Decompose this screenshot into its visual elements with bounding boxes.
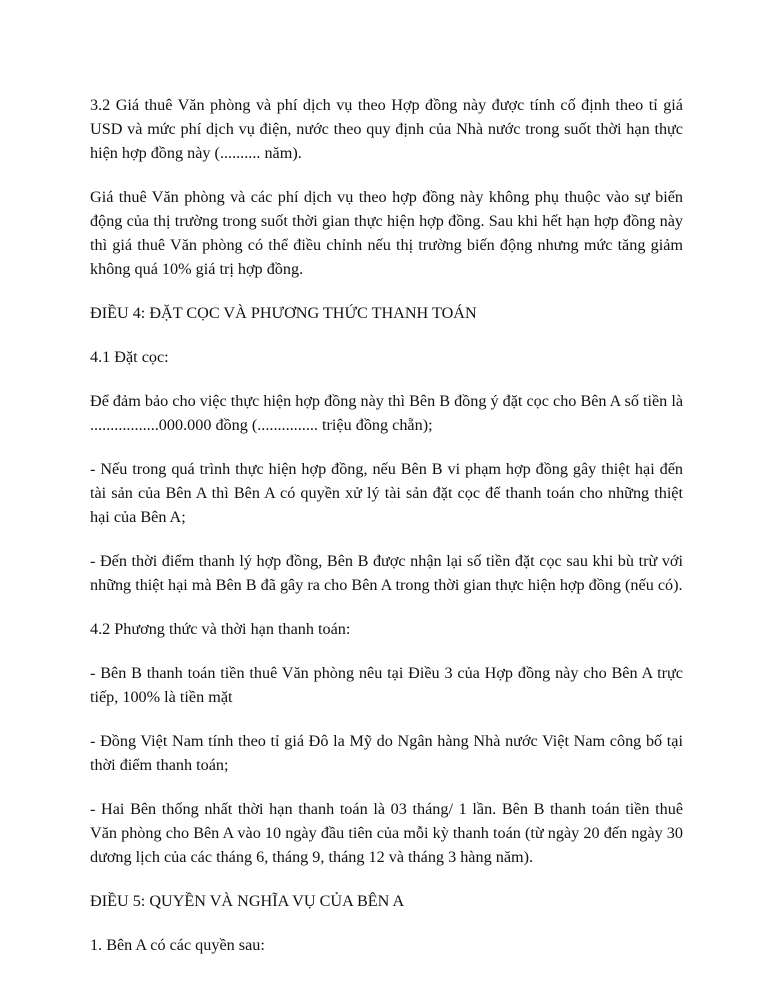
clause-3-2-paragraph: 3.2 Giá thuê Văn phòng và phí dịch vụ theo Hợp đồng này được tính cố định theo tỉ giá USD và mức phí dịch vụ điện, nước theo quy định của Nhà nước trong suốt thời hạn thực hiện hợp đồng này (.......... năm).: [90, 96, 683, 162]
article-4-heading: ĐIỀU 4: ĐẶT CỌC VÀ PHƯƠNG THỨC THANH TOÁN: [90, 304, 477, 322]
price-stability-paragraph: Giá thuê Văn phòng và các phí dịch vụ theo hợp đồng này không phụ thuộc vào sự biến động của thị trường trong suốt thời gian thực hiện hợp đồng. Sau khi hết hạn hợp đồng này thì giá thuê Văn phòng có thể điều chỉnh nếu thị trường biến động nhưng mức tăng giảm không quá 10% giá trị hợp đồng.: [90, 188, 683, 278]
exchange-rate-item: - Đồng Việt Nam tính theo tỉ giá Đô la Mỹ do Ngân hàng Nhà nước Việt Nam công bố tại thời điểm thanh toán;: [90, 732, 683, 774]
party-a-rights-heading: 1. Bên A có các quyền sau:: [90, 936, 265, 954]
deposit-refund-item: - Đến thời điểm thanh lý hợp đồng, Bên B được nhận lại số tiền đặt cọc sau khi bù trừ với những thiệt hại mà Bên B đã gây ra cho Bên A trong thời gian thực hiện hợp đồng (nếu có).: [90, 552, 683, 594]
payment-schedule-item: - Hai Bên thống nhất thời hạn thanh toán là 03 tháng/ 1 lần. Bên B thanh toán tiền thuê Văn phòng cho Bên A vào 10 ngày đầu tiên của mỗi kỳ thanh toán (từ ngày 20 đến ngày 30 dương lịch của các tháng 6, tháng 9, tháng 12 và tháng 3 hàng năm).: [90, 800, 683, 866]
clause-4-1-heading: 4.1 Đặt cọc:: [90, 348, 169, 366]
article-5-heading: ĐIỀU 5: QUYỀN VÀ NGHĨA VỤ CỦA BÊN A: [90, 892, 405, 910]
deposit-paragraph: Để đảm bảo cho việc thực hiện hợp đồng này thì Bên B đồng ý đặt cọc cho Bên A số tiền là .................000.000 đồng (............... triệu đồng chẵn);: [90, 392, 683, 434]
payment-method-item: - Bên B thanh toán tiền thuê Văn phòng nêu tại Điều 3 của Hợp đồng này cho Bên A trực tiếp, 100% là tiền mặt: [90, 664, 683, 706]
deposit-violation-item: - Nếu trong quá trình thực hiện hợp đồng, nếu Bên B vi phạm hợp đồng gây thiệt hại đến tài sản của Bên A thì Bên A có quyền xử lý tài sản đặt cọc để thanh toán cho những thiệt hại của Bên A;: [90, 460, 683, 526]
clause-4-2-heading: 4.2 Phương thức và thời hạn thanh toán:: [90, 620, 351, 638]
